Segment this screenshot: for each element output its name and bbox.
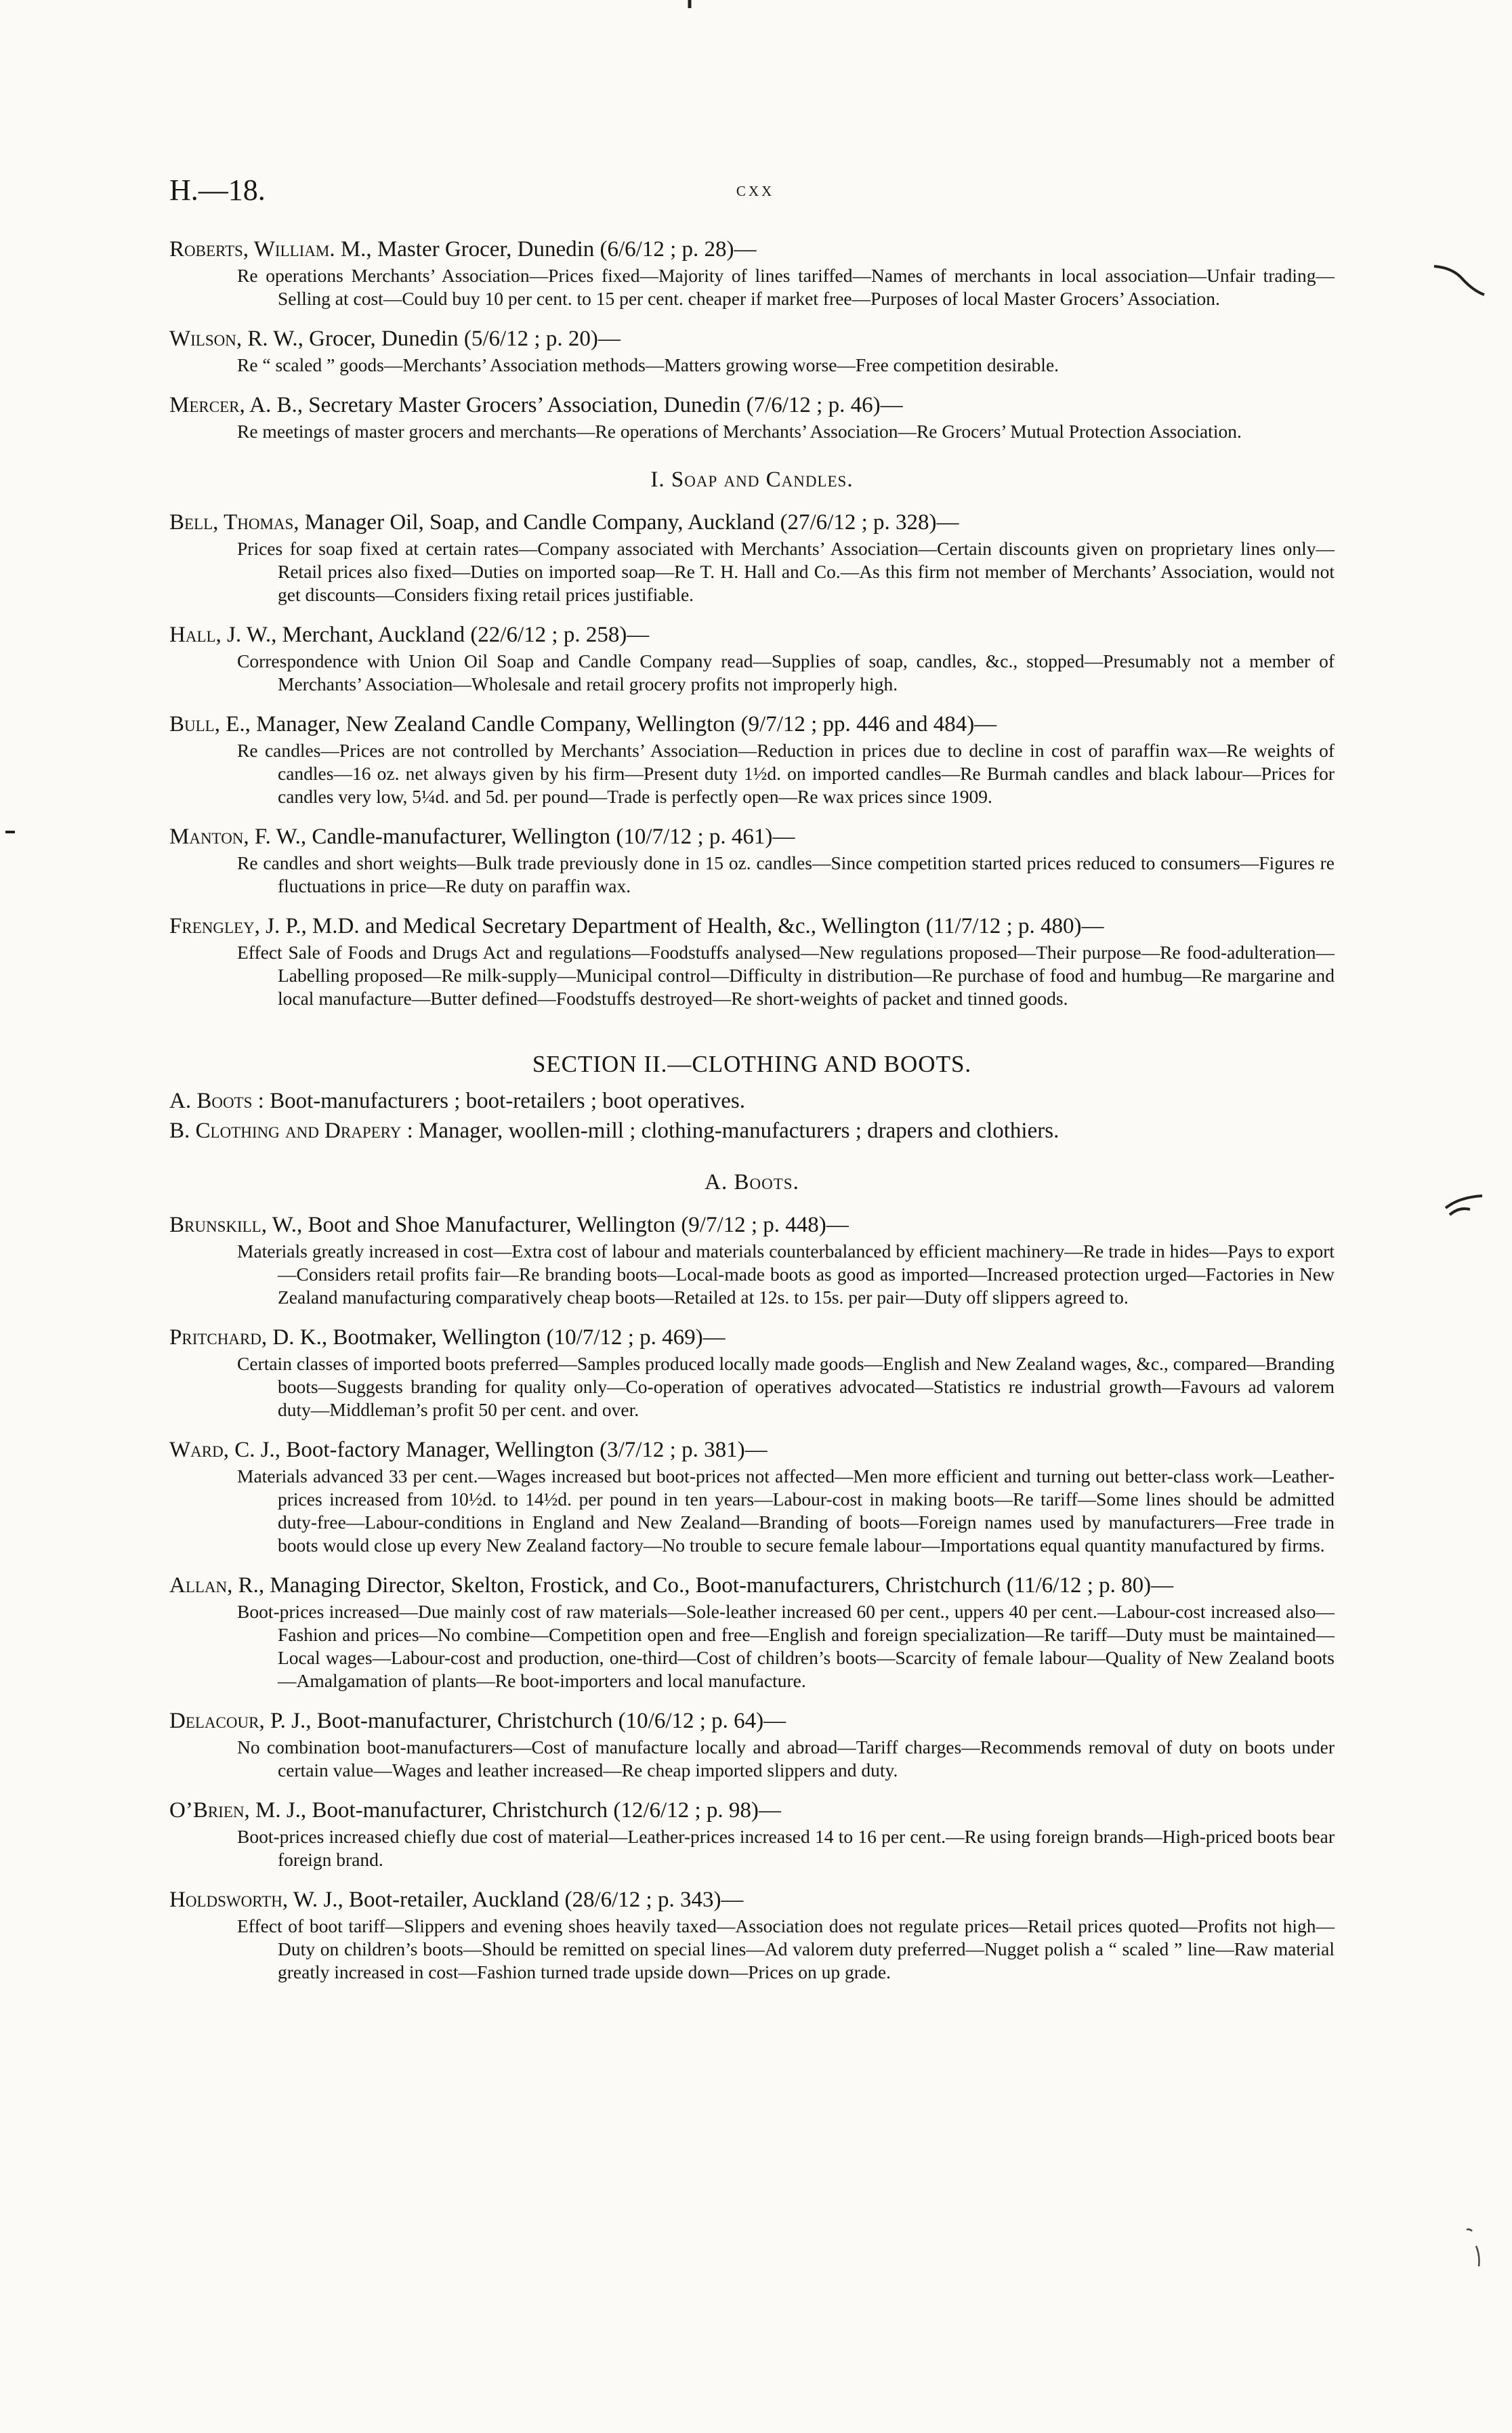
entry-summary: Prices for soap fixed at certain rates—Company associated with Merchants’ Association—Certain discounts given on proprietary lines only—Retail prices also fixed—Duties on imported soap—Re T. H. Hall and Co.—As this firm not member of Merchants’ Association, would not get discounts—Considers fixing retail prices justifiable. [237, 538, 1335, 605]
entry-heading [169, 236, 1335, 263]
witness-details: Grocer, Dunedin (5/6/12 ; p. 20)— [303, 327, 621, 351]
witness-name: Delacour, P. J., [169, 1709, 312, 1733]
entry-heading [169, 1797, 1335, 1824]
witness-name: Holdsworth, W. J., [169, 1888, 343, 1912]
witness-details: Bootmaker, Wellington (10/7/12 ; p. 469)— [327, 1325, 726, 1350]
doc-reference: H.—18. [169, 173, 266, 207]
witness-details: Manager, New Zealand Candle Company, Wellington (9/7/12 ; pp. 446 and 484)— [250, 712, 997, 736]
witness-name: Ward, C. J., [169, 1438, 281, 1462]
witness-name: Wilson, R. W., [169, 327, 303, 351]
main-content [169, 236, 1335, 1999]
entry-heading [169, 1572, 1335, 1599]
witness-name: Bull, E., [169, 712, 251, 736]
section-two-heading: SECTION II.—CLOTHING AND BOOTS. [532, 1051, 972, 1077]
entry-summary: Materials advanced 33 per cent.—Wages increased but boot-prices not affected—Men more efficient and turning out better-class work—Leather-prices increased from 10½d. to 14½d. per pound in ten years—Labour-cost in making boots—Re tariff—Some lines should be admitted duty-free—Labour-conditions in England and New Zealand—Branding of boots—Foreign names used by manufacturers—Free trade in boots would close up every New Zealand factory—No trouble to secure female labour—Importations equal quantity manufactured by firms. [237, 1465, 1335, 1556]
margin-mark-right-top [1433, 261, 1487, 301]
entry-ward [169, 1436, 1335, 1557]
entry-summary: Boot-prices increased chiefly due cost of material—Leather-prices increased 14 to 16 per cent.—Re using foreign brands—High-priced boots bear foreign brand. [237, 1826, 1335, 1870]
subdivision-key: A. Boots : [169, 1089, 264, 1113]
entry-roberts [169, 236, 1335, 310]
witness-name: Mercer, A. B., [169, 393, 303, 417]
witness-details: Boot-retailer, Auckland (28/6/12 ; p. 343)— [343, 1888, 744, 1912]
entry-heading [169, 711, 1335, 738]
witness-name: O’Brien, M. J., [169, 1798, 307, 1823]
entry-heading [169, 1886, 1335, 1913]
witness-details: Boot-factory Manager, Wellington (3/7/12 ; p. 381)— [280, 1438, 768, 1462]
witness-details: Boot and Shoe Manufacturer, Wellington (9/7/12 ; p. 448)— [302, 1213, 849, 1237]
margin-mark-right-bottom [1460, 2226, 1487, 2273]
margin-mark-left [4, 828, 18, 836]
entry-heading [169, 823, 1335, 850]
witness-details: Boot-manufacturer, Christchurch (10/6/12 ; p. 64)— [311, 1709, 786, 1733]
entry-pritchard [169, 1324, 1335, 1421]
top-crop-mark [686, 0, 693, 9]
witness-details: Boot-manufacturer, Christchurch (12/6/12 ; p. 98)— [306, 1798, 781, 1823]
entry-allan [169, 1572, 1335, 1692]
entry-heading [169, 1436, 1335, 1463]
witness-name: Allan, R., [169, 1573, 265, 1598]
entry-obrien [169, 1797, 1335, 1871]
witness-details: Merchant, Auckland (22/6/12 ; p. 258)— [276, 623, 650, 647]
entry-hall [169, 621, 1335, 696]
entry-brunskill [169, 1211, 1335, 1309]
entry-summary: Re meetings of master grocers and merchants—Re operations of Merchants’ Association—Re Grocers’ Mutual Protection Association. [237, 421, 1242, 442]
subdivision-key: B. Clothing and Drapery : [169, 1119, 413, 1143]
witness-details: Manager Oil, Soap, and Candle Company, Auckland (27/6/12 ; p. 328)— [299, 510, 959, 535]
witness-details: Master Grocer, Dunedin (6/6/12 ; p. 28)— [371, 237, 757, 262]
subdivision-b [169, 1116, 1335, 1146]
entry-summary: Re candles—Prices are not controlled by Merchants’ Association—Reduction in prices due to decline in cost of paraffin wax—Re weights of candles—16 oz. net always given by his firm—Present duty 1½d. on imported candles—Re Burmah candles and black labour—Prices for candles very low, 5¼d. and 5d. per pound—Trade is perfectly open—Re wax prices since 1909. [237, 740, 1335, 807]
entry-summary: Re candles and short weights—Bulk trade previously done in 15 oz. candles—Since competition started prices reduced to consumers—Figures re fluctuations in price—Re duty on paraffin wax. [237, 852, 1335, 896]
entry-summary: Re operations Merchants’ Association—Prices fixed—Majority of lines tariffed—Names of merchants in local association—Unfair trading—Selling at cost—Could buy 10 per cent. to 15 per cent. cheaper if market free—Purposes of local Master Grocers’ Association. [237, 265, 1335, 309]
witness-name: Bell, Thomas, [169, 510, 299, 535]
page-number: cxx [736, 178, 775, 201]
entry-bell [169, 509, 1335, 606]
subdivision-text: Manager, woollen-mill ; clothing-manufacturers ; drapers and clothiers. [413, 1119, 1059, 1143]
entry-heading [169, 1211, 1335, 1239]
entry-summary: Materials greatly increased in cost—Extra cost of labour and materials counterbalanced by efficient machinery—Re trade in hides—Pays to export—Considers retail profits fair—Re branding boots—Local-made boots as good as imported—Increased protection urged—Factories in New Zealand manufacturing comparatively cheap boots—Retailed at 12s. to 15s. per pair—Duty off slippers agreed to. [237, 1241, 1335, 1308]
section-two-subdivisions [169, 1086, 1335, 1146]
witness-details: Secretary Master Grocers’ Association, Dunedin (7/6/12 ; p. 46)— [303, 393, 903, 417]
entry-delacour [169, 1707, 1335, 1782]
witness-name: Brunskill, W., [169, 1213, 303, 1237]
entry-mercer [169, 392, 1335, 443]
entry-summary: Boot-prices increased—Due mainly cost of raw materials—Sole-leather increased 60 per cent., uppers 40 per cent.—Labour-cost increased also—Fashion and prices—No combine—Competition open and free—English and foreign specialization—Re tariff—Duty must be maintained—Local wages—Labour-cost and production, one-third—Cost of children’s boots—Scarcity of female labour—Quality of New Zealand boots—Amalgamation of plants—Re boot-importers and local manufacture. [237, 1601, 1335, 1691]
entry-heading [169, 509, 1335, 536]
subdivision-a [169, 1086, 1335, 1116]
section-heading-soap-candles: I. Soap and Candles. [650, 467, 854, 492]
entry-heading [169, 392, 1335, 419]
witness-name: Roberts, William. M., [169, 237, 372, 262]
entry-heading [169, 325, 1335, 352]
entry-bull [169, 711, 1335, 808]
entry-heading [169, 1707, 1335, 1734]
entry-heading [169, 1324, 1335, 1351]
entry-summary: Effect Sale of Foods and Drugs Act and regulations—Foodstuffs analysed—New regulations proposed—Their purpose—Re food-adulteration—Labelling proposed—Re milk-supply—Municipal control—Difficulty in distribution—Re purchase of food and humbug—Re margarine and local manufacture—Butter defined—Foodstuffs destroyed—Re short-weights of packet and tinned goods. [237, 942, 1335, 1009]
margin-mark-right-mid [1443, 1189, 1497, 1223]
entry-heading [169, 913, 1335, 940]
entry-summary: Effect of boot tariff—Slippers and evening shoes heavily taxed—Association does not regulate prices—Retail prices quoted—Profits not high—Duty on children’s boots—Should be remitted on special lines—Ad valorem duty preferred—Nugget polish a “ scaled ” line—Raw material greatly increased in cost—Fashion turned trade upside down—Prices on up grade. [237, 1915, 1335, 1982]
witness-details: M.D. and Medical Secretary Department of Health, &c., Wellington (11/7/12 ; p. 480)— [306, 914, 1104, 938]
witness-name: Pritchard, D. K., [169, 1325, 328, 1350]
entry-wilson [169, 325, 1335, 377]
subdivision-text: Boot-manufacturers ; boot-retailers ; boot operatives. [264, 1089, 746, 1113]
witness-details: Candle-manufacturer, Wellington (10/7/12 ; p. 461)— [306, 825, 795, 849]
witness-name: Manton, F. W., [169, 825, 307, 849]
entry-manton [169, 823, 1335, 898]
page-header [169, 173, 1341, 213]
entry-heading [169, 621, 1335, 648]
witness-name: Hall, J. W., [169, 623, 277, 647]
entry-frengley [169, 913, 1335, 1010]
entry-summary: Certain classes of imported boots preferred—Samples produced locally made goods—English and New Zealand wages, &c., compared—Branding boots—Suggests branding for quality only—Co-operation of operatives advocated—Statistics re industrial growth—Favours ad valorem duty—Middleman’s profit 50 per cent. and over. [237, 1353, 1335, 1420]
witness-details: Managing Director, Skelton, Frostick, and Co., Boot-manufacturers, Christchurch (11/6/12 ; p. 80)— [264, 1573, 1174, 1598]
entry-summary: No combination boot-manufacturers—Cost of manufacture locally and abroad—Tariff charges—Recommends removal of duty on boots under certain value—Wages and leather increased—Re cheap imported slippers and duty. [237, 1737, 1335, 1781]
entry-summary: Correspondence with Union Oil Soap and Candle Company read—Supplies of soap, candles, &c., stopped—Presumably not a member of Merchants’ Association—Wholesale and retail grocery profits not improperly high. [237, 650, 1335, 694]
section-heading-boots: A. Boots. [705, 1170, 799, 1194]
entry-summary: Re “ scaled ” goods—Merchants’ Association methods—Matters growing worse—Free competition desirable. [237, 354, 1059, 375]
entry-holdsworth [169, 1886, 1335, 1984]
witness-name: Frengley, J. P., [169, 914, 307, 938]
